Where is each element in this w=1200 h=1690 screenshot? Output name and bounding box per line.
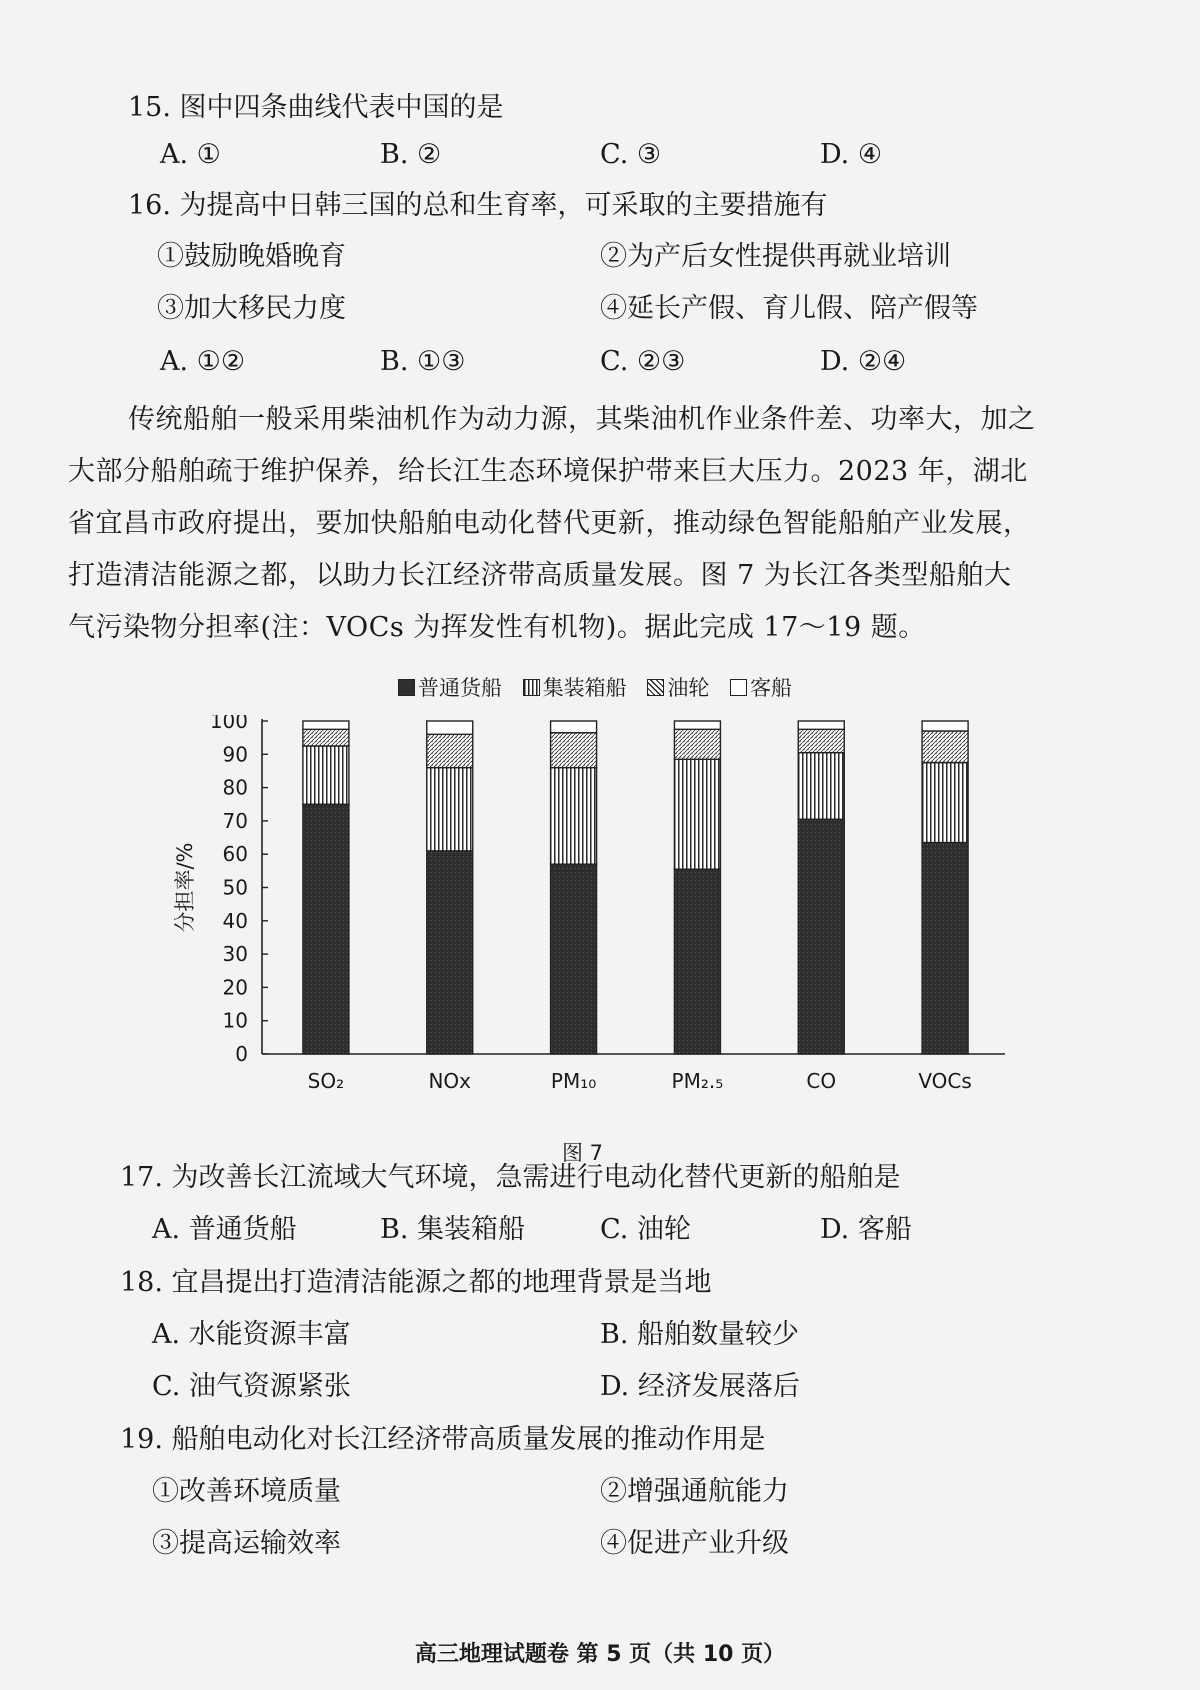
bar-segment (674, 869, 720, 1054)
q17-option-c: C. 油轮 (600, 1214, 691, 1245)
passage-line: 气污染物分担率(注：VOCs 为挥发性有机物)。据此完成 17～19 题。 (68, 612, 926, 643)
legend-swatch-vertical (523, 679, 540, 696)
x-tick-label: CO (806, 1069, 837, 1093)
q16-item-4: ④延长产假、育儿假、陪产假等 (600, 293, 978, 324)
q19-item-1: ①改善环境质量 (152, 1476, 341, 1507)
bar-segment (798, 721, 844, 729)
q16-item-2: ②为产后女性提供再就业培训 (600, 241, 951, 272)
bar-segment (427, 768, 473, 851)
q15-stem: 15. 图中四条曲线代表中国的是 (128, 92, 504, 123)
q19-item-3: ③提高运输效率 (152, 1528, 341, 1559)
bar-segment (674, 759, 720, 869)
stacked-bar-chart (170, 715, 1010, 1135)
q18-option-b: B. 船舶数量较少 (600, 1319, 800, 1350)
bar-segment (674, 729, 720, 759)
x-tick-label: VOCs (918, 1069, 972, 1093)
q16-stem: 16. 为提高中日韩三国的总和生育率，可采取的主要措施有 (128, 190, 828, 221)
legend-swatch-white (730, 679, 747, 696)
bar-segment (922, 731, 968, 763)
q15-option-c: C. ③ (600, 139, 662, 170)
q18-option-a: A. 水能资源丰富 (152, 1319, 351, 1350)
bar-segment (551, 768, 597, 865)
passage (68, 394, 1108, 654)
x-tick-label: SO₂ (307, 1069, 345, 1093)
q17-option-a: A. 普通货船 (152, 1214, 297, 1245)
q16-option-b: B. ①③ (380, 346, 466, 377)
legend-label: 普通货船 (418, 676, 502, 700)
y-tick-label: 60 (222, 842, 248, 867)
bar-segment (922, 721, 968, 731)
page-footer: 高三地理试题卷 第 5 页（共 10 页） (414, 1642, 786, 1667)
bar-segment (798, 753, 844, 820)
y-tick-label: 100 (209, 715, 248, 733)
q17-option-b: B. 集装箱船 (380, 1214, 526, 1245)
bar-segment (674, 721, 720, 729)
passage-line: 打造清洁能源之都，以助力长江经济带高质量发展。图 7 为长江各类型船舶大 (68, 560, 1012, 591)
x-tick-label: PM₁₀ (550, 1069, 597, 1093)
legend-label: 客船 (750, 676, 793, 700)
q17-option-d: D. 客船 (820, 1214, 912, 1245)
x-tick-label: NOx (428, 1069, 472, 1093)
bar-segment (303, 746, 349, 804)
bar-segment (551, 721, 597, 733)
bar-segment (303, 804, 349, 1054)
bar-segment (798, 819, 844, 1054)
bar-segment (427, 851, 473, 1054)
legend-swatch-diagonal (647, 679, 664, 696)
bar-segment (922, 763, 968, 843)
passage-line: 大部分船舶疏于维护保养，给长江生态环境保护带来巨大压力。2023 年，湖北 (68, 456, 1028, 487)
q15-option-a: A. ① (160, 139, 221, 170)
y-tick-label: 80 (222, 775, 248, 800)
figure-caption: 图 7 (562, 1141, 604, 1165)
y-tick-label: 20 (222, 975, 248, 1000)
q16-option-c: C. ②③ (600, 346, 686, 377)
y-tick-label: 10 (222, 1008, 248, 1033)
bar-segment (303, 729, 349, 746)
legend-label: 油轮 (667, 676, 710, 700)
bar-segment (427, 734, 473, 767)
chart-legend (398, 672, 806, 702)
y-tick-label: 90 (222, 742, 248, 767)
legend-swatch-dark (398, 679, 415, 696)
q18-stem: 18. 宜昌提出打造清洁能源之都的地理背景是当地 (120, 1267, 712, 1298)
q19-item-4: ④促进产业升级 (600, 1528, 789, 1559)
legend-item-container (523, 672, 627, 702)
q17-stem: 17. 为改善长江流域大气环境，急需进行电动化替代更新的船舶是 (120, 1162, 901, 1193)
legend-label: 集装箱船 (542, 676, 627, 700)
q15-option-d: D. ④ (820, 139, 883, 170)
legend-item-passenger (730, 672, 792, 702)
bar-segment (551, 864, 597, 1054)
y-tick-label: 50 (222, 875, 248, 900)
q15-option-b: B. ② (380, 139, 442, 170)
y-tick-label: 0 (235, 1042, 248, 1066)
q16-option-d: D. ②④ (820, 346, 907, 377)
q16-option-a: A. ①② (160, 346, 246, 377)
bar-segment (798, 729, 844, 752)
q19-stem: 19. 船舶电动化对长江经济带高质量发展的推动作用是 (120, 1424, 766, 1455)
q16-item-1: ①鼓励晚婚晚育 (157, 241, 346, 272)
bar-segment (427, 721, 473, 734)
q18-option-c: C. 油气资源紧张 (152, 1371, 351, 1402)
y-tick-label: 40 (222, 908, 248, 933)
q18-option-d: D. 经济发展落后 (600, 1371, 800, 1402)
q19-item-2: ②增强通航能力 (600, 1476, 789, 1507)
legend-item-cargo (398, 672, 502, 702)
bar-segment (922, 843, 968, 1054)
q16-item-3: ③加大移民力度 (157, 293, 346, 324)
x-tick-label: PM₂.₅ (671, 1069, 724, 1093)
y-tick-label: 70 (222, 808, 248, 833)
bar-segment (551, 733, 597, 768)
bar-segment (303, 721, 349, 729)
passage-line: 传统船舶一般采用柴油机作为动力源，其柴油机作业条件差、功率大，加之 (128, 404, 1036, 435)
legend-item-tanker (647, 672, 709, 702)
y-tick-label: 30 (222, 942, 248, 967)
passage-line: 省宜昌市政府提出，要加快船舶电动化替代更新，推动绿色智能船舶产业发展， (68, 508, 1031, 539)
y-axis-label: 分担率/% (173, 842, 197, 933)
